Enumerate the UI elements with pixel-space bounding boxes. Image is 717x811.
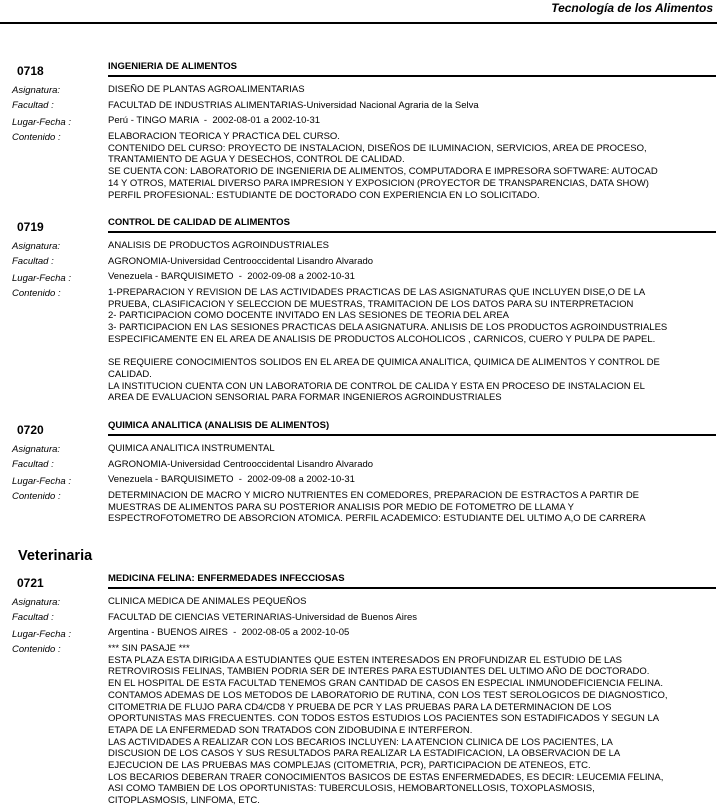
entry-number: 0718 (17, 64, 44, 78)
contenido-text: 1-PREPARACION Y REVISION DE LAS ACTIVIDADES PRACTICAS DE LAS ASIGNATURAS QUE INCLUYEN DISE,O DE LA PRUEBA, CLASIFICACION Y SELECCION DE MUESTRAS, TRAMITACION DE LOS DATOS PARA SU INTERPRETACION 2- PARTICIPACION COMO DOCENTE INVITADO EN LAS SESIONES DE TEORIA DEL AREA 3- PARTICIPACION EN LAS SESIONES PRACTICAS DELA ASIGNATURA. ANLISIS DE LOS PRODUCTOS AGROINDUSTRIALES ESPECIFICAMENTE EN EL AREA DE ANALISIS DE PRODUCTOS ALCOHOLICOS , CARNICOS, CUERO Y PULPA DE PAPEL. SE REQUIERE CONOCIMIENTOS SOLIDOS EN EL AREA DE QUIMICA ANALITICA, QUIMICA DE ALIMENTOS Y CONTROL DE CALIDAD. LA INSTITUCION CUENTA CON UN LABORATORIA DE CONTROL DE CALIDA Y ESTA EN PROCESO DE INSTALACION EL AREA DE EVALUACION SENSORIAL PARA FORMAR INGENIEROS AGROINDUSTRIALES (108, 287, 668, 404)
entry-number: 0721 (17, 576, 44, 590)
entry-number: 0719 (17, 220, 44, 234)
title-rule (108, 587, 716, 589)
asignatura-label: Asignatura: (12, 241, 61, 252)
contenido-text: DETERMINACION DE MACRO Y MICRO NUTRIENTES EN COMEDORES, PREPARACION DE ESTRACTOS A PARTIR DE MUESTRAS DE ALIMENTOS PARA SU POSTERIOR ANALISIS POR MEDIO DE FOTOMETRO DE LLAMA Y ESPECTROFOTOMETRO DE ABSORCION ATOMICA. PERFIL ACADEMICO: ESTUDIANTE DEL ULTIMO A,O DE CARRERA (108, 490, 646, 525)
contenido-label: Contenido : (12, 132, 61, 143)
lugar-fecha-value: Perú - TINGO MARIA - 2002-08-01 a 2002-10-31 (108, 115, 321, 126)
facultad-label: Facultad : (12, 459, 54, 470)
section-title: Veterinaria (18, 548, 93, 564)
page-header-title: Tecnología de los Alimentos (551, 1, 713, 15)
asignatura-value: CLINICA MEDICA DE ANIMALES PEQUEÑOS (108, 596, 307, 607)
facultad-label: Facultad : (12, 256, 54, 267)
facultad-value: FACULTAD DE INDUSTRIAS ALIMENTARIAS-Universidad Nacional Agraria de la Selva (108, 100, 479, 111)
contenido-label: Contenido : (12, 491, 61, 502)
title-rule (108, 434, 716, 436)
lugar-fecha-label: Lugar-Fecha : (12, 273, 71, 284)
entry-title: CONTROL DE CALIDAD DE ALIMENTOS (108, 217, 290, 228)
lugar-fecha-label: Lugar-Fecha : (12, 476, 71, 487)
asignatura-label: Asignatura: (12, 444, 61, 455)
facultad-label: Facultad : (12, 612, 54, 623)
asignatura-value: ANALISIS DE PRODUCTOS AGROINDUSTRIALES (108, 240, 330, 251)
entry-title: INGENIERIA DE ALIMENTOS (108, 61, 237, 72)
asignatura-label: Asignatura: (12, 85, 61, 96)
asignatura-value: QUIMICA ANALITICA INSTRUMENTAL (108, 443, 275, 454)
contenido-label: Contenido : (12, 644, 61, 655)
lugar-fecha-value: Venezuela - BARQUISIMETO - 2002-09-08 a 2002-10-31 (108, 474, 355, 485)
facultad-value: FACULTAD DE CIENCIAS VETERINARIAS-Universidad de Buenos Aires (108, 612, 418, 623)
contenido-label: Contenido : (12, 288, 61, 299)
lugar-fecha-value: Venezuela - BARQUISIMETO - 2002-09-08 a 2002-10-31 (108, 271, 355, 282)
facultad-value: AGRONOMIA-Universidad Centrooccidental Lisandro Alvarado (108, 459, 374, 470)
asignatura-label: Asignatura: (12, 597, 61, 608)
asignatura-value: DISEÑO DE PLANTAS AGROALIMENTARIAS (108, 84, 305, 95)
title-rule (108, 75, 716, 77)
entry-title: QUIMICA ANALITICA (ANALISIS DE ALIMENTOS) (108, 420, 330, 431)
entry-number: 0720 (17, 423, 44, 437)
facultad-label: Facultad : (12, 100, 54, 111)
lugar-fecha-label: Lugar-Fecha : (12, 629, 71, 640)
page-header (0, 0, 717, 24)
lugar-fecha-value: Argentina - BUENOS AIRES - 2002-08-05 a 2002-10-05 (108, 627, 350, 638)
title-rule (108, 231, 716, 233)
facultad-value: AGRONOMIA-Universidad Centrooccidental Lisandro Alvarado (108, 256, 374, 267)
contenido-text: *** SIN PASAJE *** ESTA PLAZA ESTA DIRIGIDA A ESTUDIANTES QUE ESTEN INTERESADOS EN PROFUNDIZAR EL ESTUDIO DE LAS RETROVIROSIS FELINAS, TAMBIEN PODRIA SER DE INTERES PARA ESTUDIANTES DEL ULTIMO AÑO DE DOCTORADO. EN EL HOSPITAL DE ESTA FACULTAD TENEMOS GRAN CANTIDAD DE CASOS EN ESPECIAL INMUNODEFICIENCIA FELINA. CONTAMOS ADEMAS DE LOS METODOS DE LABORATORIO DE RUTINA, CON LOS TEST SEROLOGICOS DE DIAGNOSTICO, CITOMETRIA DE FLUJO PARA CD4/CD8 Y PRUEBA DE PCR Y LAS PRUEBAS PARA LA DETERMINACION DE LOS OPORTUNISTAS MAS FRECUENTES. CON TODOS ESTOS ESTUDIOS LOS PACIENTES SON ESTADIFICADOS Y SEGUN LA ETAPA DE LA ENFERMEDAD SON TRATADOS CON ZIDOBUDINA E INTERFERON. LAS ACTIVIDADES A REALIZAR CON LOS BECARIOS INCLUYEN: LA ATENCION CLINICA DE LOS PACIENTES, LA DISCUSION DE LOS CASOS Y SUS RESULTADOS PARA REALIZAR LA ESTADIFICACION, LA OBSERVACION DE LA EJECUCION DE LAS PRUEBAS MAS COMPLEJAS (CITOMETRIA, PCR), PARTICIPACION DE ATENEOS, ETC. LOS BECARIOS DEBERAN TRAER CONOCIMIENTOS BASICOS DE ESTAS ENFERMEDADES, ES DECIR: LEUCEMIA FELINA, ASI COMO TAMBIEN DE LOS OPORTUNISTAS: TUBERCULOSIS, HEMOBARTONELLOSIS, TOXOPLASMOSIS, CITOPLASMOSIS, LINFOMA, ETC. (108, 643, 668, 807)
lugar-fecha-label: Lugar-Fecha : (12, 117, 71, 128)
contenido-text: ELABORACION TEORICA Y PRACTICA DEL CURSO. CONTENIDO DEL CURSO: PROYECTO DE INSTALACION, DISEÑOS DE ILUMINACION, SERVICIOS, AREA DE PROCESO, TRANTAMIENTO DE AGUA Y DESECHOS, CONTROL DE CALIDAD. SE CUENTA CON: LABORATORIO DE INGENIERIA DE ALIMENTOS, COMPUTADORA E IMPRESORA SOFTWARE: AUTOCAD 14 Y OTROS, MATERIAL DIVERSO PARA IMPRESION Y EXPOSICION (PROYECTOR DE TRANSPARENCIAS, DATA SHOW) PERFIL PROFESIONAL: ESTUDIANTE DE DOCTORADO CON EXPERIENCIA EN LO SOLICITADO. (108, 131, 658, 201)
entry-title: MEDICINA FELINA: ENFERMEDADES INFECCIOSAS (108, 573, 345, 584)
